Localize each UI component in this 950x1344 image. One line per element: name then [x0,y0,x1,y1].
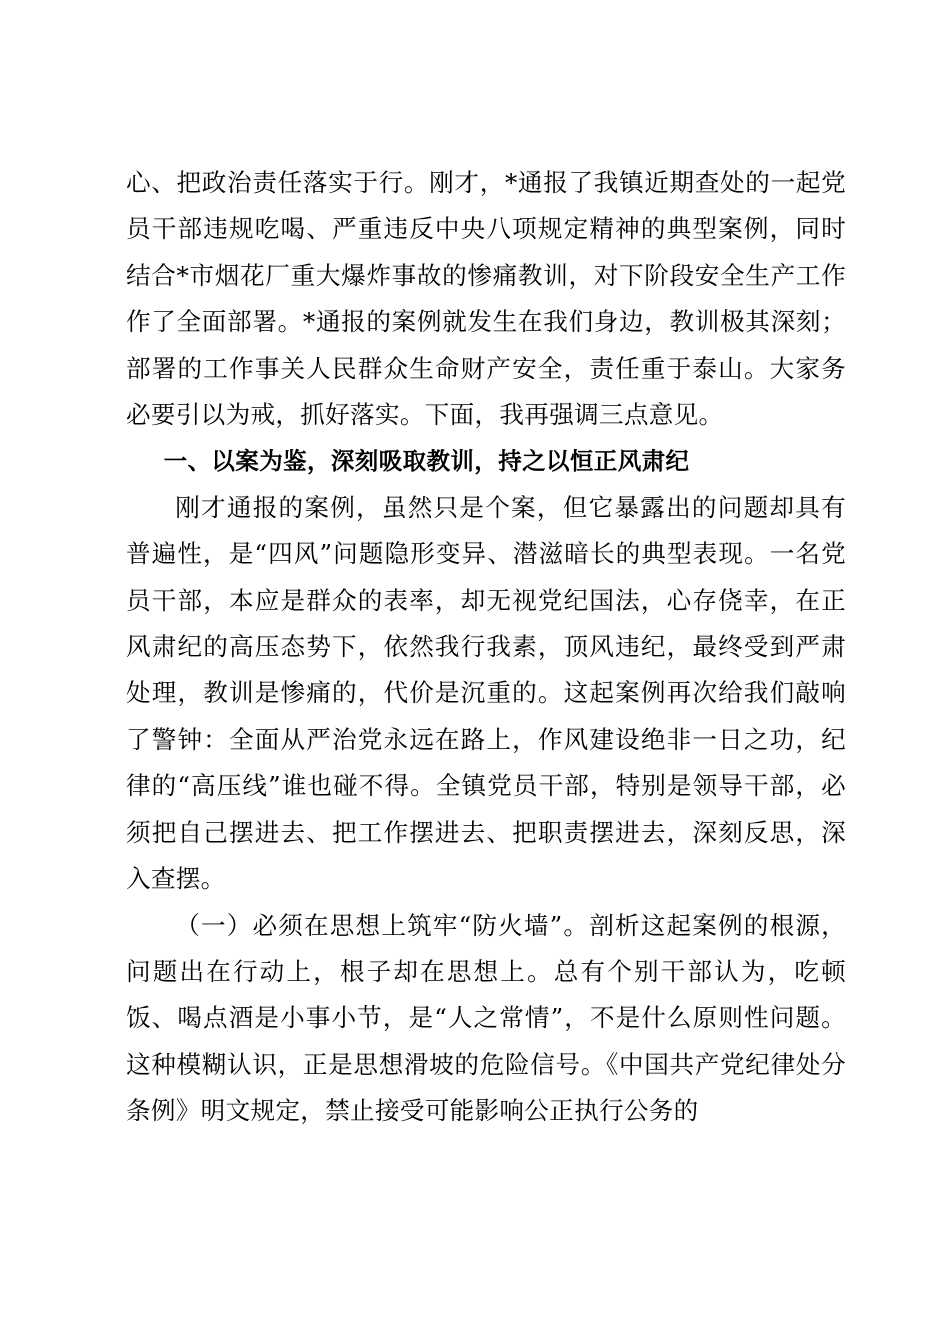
body-paragraph-case-analysis: 刚才通报的案例，虽然只是个案，但它暴露出的问题却具有普遍性，是“四风”问题隐形变异、潜滋暗长的典型表现。一名党员干部，本应是群众的表率，却无视党纪国法，心存侥幸，在正风肃纪的高压态势下，依然我行我素，顶风违纪，最终受到严肃处理，教训是惨痛的，代价是沉重的。这起案例再次给我们敲响了警钟：全面从严治党永远在路上，作风建设绝非一日之功，纪律的“高压线”谁也碰不得。全镇党员干部，特别是领导干部，必须把自己摆进去、把工作摆进去、把职责摆进去，深刻反思，深入查摆。 [126,492,846,894]
document-page [126,160,846,1135]
section-heading-one: 一、以案为鉴，深刻吸取教训，持之以恒正风肃纪 [163,447,690,476]
body-paragraph-intro: 心、把政治责任落实于行。刚才，*通报了我镇近期查处的一起党员干部违规吃喝、严重违反中央八项规定精神的典型案例，同时结合*市烟花厂重大爆炸事故的惨痛教训，对下阶段安全生产工作作了全面部署。*通报的案例就发生在我们身边，教训极其深刻；部署的工作事关人民群众生命财产安全，责任重于泰山。大家务必要引以为戒，抓好落实。下面，我再强调三点意见。 [126,168,846,430]
body-paragraph-subsection-one: （一）必须在思想上筑牢“防火墙”。剖析这起案例的根源，问题出在行动上，根子却在思想上。总有个别干部认为，吃顿饭、喝点酒是小事小节，是“人之常情”，不是什么原则性问题。这种模糊认识，正是思想滑坡的危险信号。《中国共产党纪律处分条例》明文规定，禁止接受可能影响公正执行公务的 [126,910,846,1126]
